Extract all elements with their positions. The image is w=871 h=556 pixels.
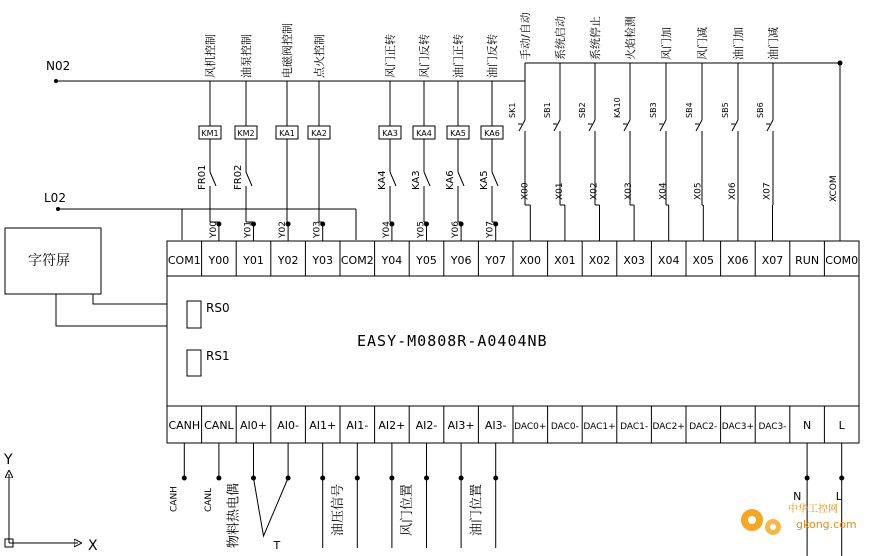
- y-axis-label: Y: [4, 452, 13, 468]
- contact-label: KA5: [479, 170, 490, 190]
- input-function-label: 风门加: [660, 27, 673, 60]
- top-terminal-label: X01: [554, 254, 576, 267]
- junction-dot: [355, 476, 360, 481]
- load-label: 电磁阀控制: [281, 23, 294, 78]
- input-wire-tag: X07: [762, 182, 773, 200]
- load-label: 点火控制: [313, 34, 326, 78]
- relay-label: KA2: [311, 129, 327, 138]
- switch-symbol: [659, 120, 666, 138]
- sensor-label: 油门位置: [469, 483, 485, 536]
- input-wire-tag: X05: [693, 182, 704, 200]
- bottom-terminal-label: CANL: [204, 419, 234, 432]
- switch-symbol: [518, 120, 525, 138]
- rs1-label: RS1: [206, 349, 230, 363]
- top-terminal-label: X07: [761, 254, 784, 267]
- output-wire-tag: Y00: [208, 221, 219, 238]
- bottom-terminal-label: DAC2-: [689, 422, 718, 432]
- bottom-terminal-label: AI2-: [415, 419, 438, 432]
- load-label: 风门正转: [384, 34, 397, 78]
- input-function-label: 油门加: [732, 27, 745, 60]
- top-terminal-label: X04: [657, 254, 680, 267]
- switch-label: SB4: [685, 102, 694, 118]
- junction-dot: [493, 476, 498, 481]
- junction-dot: [805, 476, 810, 481]
- switch-label: SB5: [721, 102, 730, 118]
- bottom-wiring: [169, 443, 844, 556]
- xcom-tag: XCOM: [829, 175, 839, 202]
- switch-symbol: [731, 120, 738, 138]
- bottom-terminal-label: AI3-: [484, 419, 507, 432]
- relay-label: KM2: [237, 129, 255, 138]
- junction-dot: [424, 476, 429, 481]
- bottom-terminal-label: AI2+: [378, 419, 406, 432]
- switch-label: KA10: [613, 97, 622, 118]
- bottom-terminal-label: DAC1+: [583, 422, 616, 432]
- rs0-port: [187, 301, 201, 328]
- switch-label: SB1: [543, 102, 552, 118]
- output-relays: [199, 126, 503, 139]
- bottom-terminal-label: AI1-: [346, 419, 369, 432]
- load-label: 油门反转: [486, 34, 499, 78]
- bottom-terminal-label: DAC0+: [514, 422, 547, 432]
- output-loads: [203, 23, 499, 78]
- bottom-terminal-label: AI3+: [447, 419, 475, 432]
- output-wire-tag: Y03: [312, 221, 323, 238]
- switch-symbol: [553, 120, 560, 138]
- output-wire-tag: Y07: [485, 221, 496, 238]
- input-function-label: 油门减: [767, 27, 780, 60]
- watermark-logo: [741, 502, 857, 535]
- relay-label: KA1: [279, 129, 295, 138]
- input-wire-tag: X02: [589, 182, 600, 200]
- load-label: 风门反转: [418, 34, 431, 78]
- relay-label: KA4: [416, 129, 432, 138]
- load-label: 油门正转: [452, 34, 465, 78]
- relay-label: KA6: [484, 129, 500, 138]
- switch-symbol: [695, 120, 702, 138]
- watermark-text: 中华工控网: [788, 504, 838, 515]
- contact-symbol: [492, 172, 498, 192]
- contact-label: KA4: [377, 170, 388, 190]
- sensor-label: 油压信号: [331, 483, 346, 536]
- character-screen-label: 字符屏: [28, 253, 70, 269]
- switch-symbol: [623, 120, 630, 138]
- input-function-label: 火焰检测: [624, 16, 637, 60]
- bottom-terminal-label: CANH: [168, 419, 201, 432]
- input-wire-tag: X03: [624, 182, 635, 200]
- top-terminal-label: X02: [588, 254, 611, 267]
- top-terminal-label: Y04: [381, 254, 403, 267]
- output-wire-tag: Y02: [278, 221, 289, 238]
- top-terminal-label: COM0: [825, 254, 859, 267]
- l02-label: L02: [44, 191, 66, 205]
- top-terminal-label: X03: [623, 254, 645, 267]
- switch-label: SB3: [649, 102, 658, 118]
- relay-label: KA3: [382, 129, 398, 138]
- input-function-label: 系统停止: [589, 16, 602, 60]
- contact-symbol: [390, 172, 396, 192]
- plc-model: EASY-M0808R-A0404NB: [357, 332, 548, 350]
- switch-symbol: [766, 120, 773, 138]
- contact-label: KA3: [411, 170, 422, 190]
- top-terminal-label: Y07: [485, 254, 507, 267]
- input-wire-tag: X01: [554, 182, 565, 200]
- output-wire-tag: Y04: [381, 221, 392, 238]
- watermark-url: gkong.com: [796, 518, 857, 531]
- x-axis-label: X: [88, 538, 98, 554]
- thermo-mark: T: [273, 539, 281, 552]
- contact-symbol: [458, 172, 464, 192]
- n02-label: N02: [46, 59, 71, 73]
- load-label: 风机控制: [204, 34, 217, 78]
- top-terminal-label: COM2: [340, 254, 374, 267]
- top-terminal-label: RUN: [795, 254, 820, 267]
- junction-dot: [839, 476, 844, 481]
- bottom-terminal-label: AI0-: [277, 419, 299, 432]
- top-terminal-label: Y06: [450, 254, 472, 267]
- relay-label: KM1: [201, 129, 219, 138]
- output-wire-tag: Y05: [416, 221, 427, 238]
- bottom-terminal-label: AI1+: [309, 419, 337, 432]
- l02-terminal: [56, 207, 60, 211]
- can-tag: CANL: [203, 487, 214, 512]
- bottom-terminal-label: N: [802, 419, 812, 432]
- input-function-label: 手动/自动: [519, 12, 532, 60]
- junction-dot: [459, 476, 464, 481]
- n02-terminal: [54, 79, 58, 83]
- output-wire-tag: Y06: [451, 221, 462, 238]
- contact-label: KA6: [445, 170, 456, 190]
- bottom-terminal-label: DAC3-: [758, 422, 787, 432]
- contact-symbol: [246, 172, 252, 192]
- input-function-label: 系统启动: [554, 16, 567, 60]
- contact-symbol: [424, 172, 430, 192]
- junction-dot: [216, 476, 221, 481]
- top-terminal-label: Y01: [243, 254, 264, 267]
- output-wire-tag: Y01: [243, 221, 254, 238]
- sensor-label: 风门位置: [400, 483, 416, 536]
- junction-dot: [389, 476, 394, 481]
- relay-label: KA5: [450, 129, 466, 138]
- bottom-terminal-label: DAC2+: [652, 422, 685, 432]
- switch-label: SB6: [756, 102, 765, 118]
- top-terminal-label: Y03: [312, 254, 334, 267]
- top-terminal-label: Y05: [416, 254, 437, 267]
- top-terminal-label: Y00: [208, 254, 230, 267]
- bottom-terminal-label: DAC0-: [550, 422, 579, 432]
- power-tag: L: [835, 490, 842, 503]
- rs1-port: [187, 350, 201, 376]
- switch-label: SK1: [508, 102, 517, 118]
- input-wire-tag: X06: [727, 182, 738, 200]
- output-wires: [197, 81, 498, 241]
- input-wire-tag: X04: [658, 182, 669, 200]
- thermocouple-symbol: [254, 478, 289, 536]
- input-function-label: 风门减: [696, 27, 709, 60]
- switch-label: SB2: [578, 102, 587, 118]
- power-tag: N: [793, 490, 802, 503]
- top-terminal-label: Y02: [277, 254, 299, 267]
- bottom-terminal-label: DAC3+: [721, 422, 755, 432]
- junction-dot: [320, 476, 325, 481]
- top-terminal-label: COM1: [167, 254, 201, 267]
- top-terminal-label: X06: [727, 254, 749, 267]
- rs0-label: RS0: [206, 301, 230, 315]
- sensor-label: 物料热电偶: [226, 482, 242, 548]
- contact-label: FR01: [197, 164, 208, 190]
- contact-symbol: [210, 172, 216, 192]
- input-switches: [508, 12, 843, 241]
- contact-label: FR02: [233, 164, 244, 190]
- bottom-terminal-label: L: [838, 419, 845, 432]
- top-terminal-label: X00: [519, 254, 542, 267]
- can-tag: CANH: [169, 486, 180, 512]
- bottom-terminal-label: DAC1-: [620, 422, 649, 432]
- bottom-terminal-label: AI0+: [240, 419, 267, 432]
- switch-symbol: [588, 120, 595, 138]
- top-terminal-label: X05: [692, 254, 715, 267]
- junction-dot: [182, 476, 187, 481]
- load-label: 油泵控制: [240, 34, 253, 78]
- input-wire-tag: X00: [520, 182, 531, 200]
- junction-dot: [838, 61, 843, 66]
